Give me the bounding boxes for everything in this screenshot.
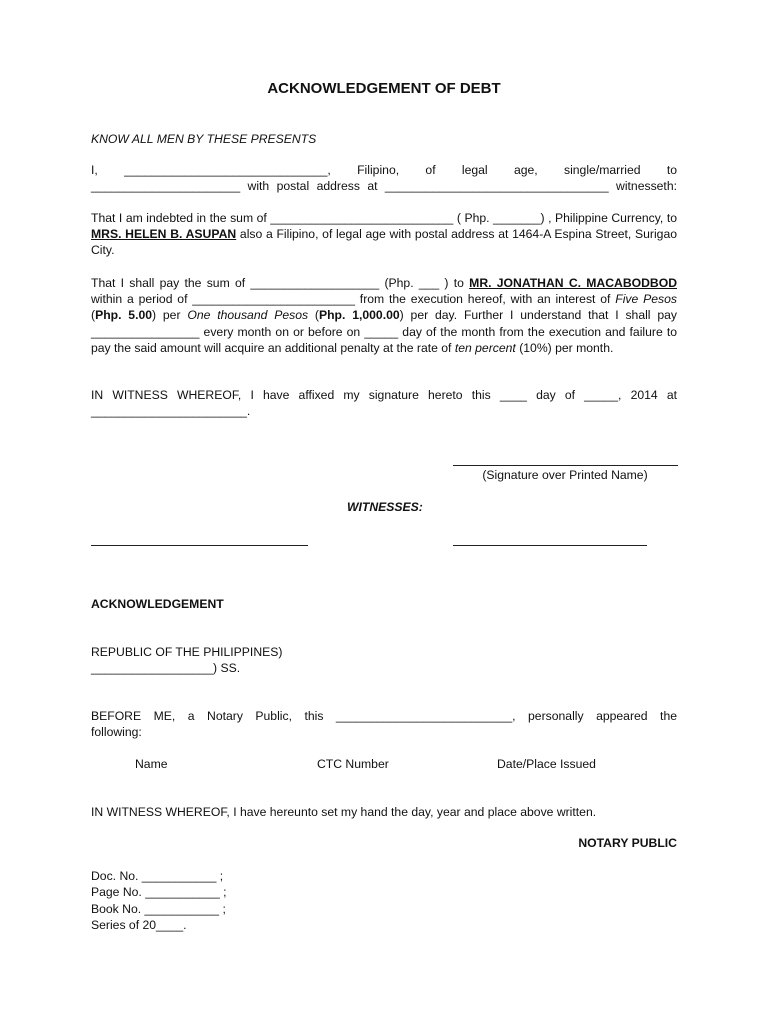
witness-whereof-line-2: _______________________.: [91, 404, 251, 419]
creditor-name: MRS. HELEN B. ASUPAN: [91, 227, 237, 242]
payment-text-f: ) per day. Further I understand that I shall pay ________________ every month on or before on _____ day of the month from the execution and failure to pay the said amount will acquire an additional penalty at the rate of: [91, 308, 677, 355]
signature-caption: (Signature over Printed Name): [482, 468, 648, 482]
document-title: ACKNOWLEDGEMENT OF DEBT: [267, 80, 501, 97]
witness-line-left: [91, 545, 308, 546]
payment-text-c: (: [91, 308, 96, 323]
principal-amount: Php. 1,000.00: [318, 308, 400, 323]
interest-words: Five Pesos: [615, 292, 677, 307]
doc-entries: [91, 868, 227, 934]
indebtedness-text-b: also a Filipino, of legal age with postal address at 1464-A Espina Street, Surigao City.: [91, 227, 677, 258]
before-me-line-1: BEFORE ME, a Notary Public, this __________________________, personally appeared the: [91, 709, 677, 723]
payment-text-d: ) per: [152, 308, 188, 323]
signature-line: [453, 465, 678, 466]
column-header-name: Name: [135, 757, 168, 771]
series-entry: Series of 20____.: [91, 918, 187, 933]
witness-whereof-line-1: IN WITNESS WHEREOF, I have affixed my signature hereto this ____ day of _____, 2014 at: [91, 388, 677, 402]
notary-public-label: NOTARY PUBLIC: [578, 836, 677, 850]
column-header-ctc: CTC Number: [317, 757, 389, 771]
venue-line-1: REPUBLIC OF THE PHILIPPINES): [91, 645, 283, 659]
payment-text-b: within a period of ________________________ from the execution hereof, with an interest of: [91, 292, 616, 307]
witness-whereof-paragraph: [91, 387, 677, 419]
before-me-paragraph: [91, 708, 677, 740]
acknowledgement-heading: ACKNOWLEDGEMENT: [91, 597, 224, 611]
witness-line-right: [453, 545, 647, 546]
party-paragraph: [91, 162, 677, 194]
page-number-entry: Page No. ___________ ;: [91, 885, 227, 900]
interest-amount: Php. 5.00: [95, 308, 153, 323]
witnesses-label: WITNESSES:: [347, 500, 423, 514]
party-line-2: ______________________ with postal address at _________________________________ witnesseth:: [91, 179, 677, 194]
intro-line: KNOW ALL MEN BY THESE PRESENTS: [91, 132, 317, 146]
payment-text-e: (: [308, 308, 319, 323]
payee-name: MR. JONATHAN C. MACABODBOD: [469, 276, 677, 290]
indebtedness-text-a: That I am indebted in the sum of ___________________________ ( Php. _______) , Philippine Currency, to: [91, 211, 677, 225]
penalty-words: ten percent: [454, 340, 516, 355]
book-number-entry: Book No. ___________ ;: [91, 901, 226, 916]
doc-number-entry: Doc. No. ___________ ;: [91, 869, 224, 883]
payment-text-a: That I shall pay the sum of ___________________ (Php. ___ ) to: [91, 276, 470, 290]
indebtedness-paragraph: [91, 210, 677, 259]
venue-line-2: __________________) SS.: [91, 661, 241, 676]
payment-paragraph: [91, 275, 677, 356]
venue-block: [91, 644, 677, 676]
payment-text-g: (10%) per month.: [515, 340, 614, 355]
principal-words: One thousand Pesos: [187, 308, 309, 323]
before-me-line-2: following:: [91, 725, 142, 740]
party-line-1: I, ______________________________, Filipino, of legal age, single/married to: [91, 163, 677, 177]
closing-line: IN WITNESS WHEREOF, I have hereunto set my hand the day, year and place above written.: [91, 805, 597, 819]
column-header-date-place: Date/Place Issued: [497, 757, 596, 771]
